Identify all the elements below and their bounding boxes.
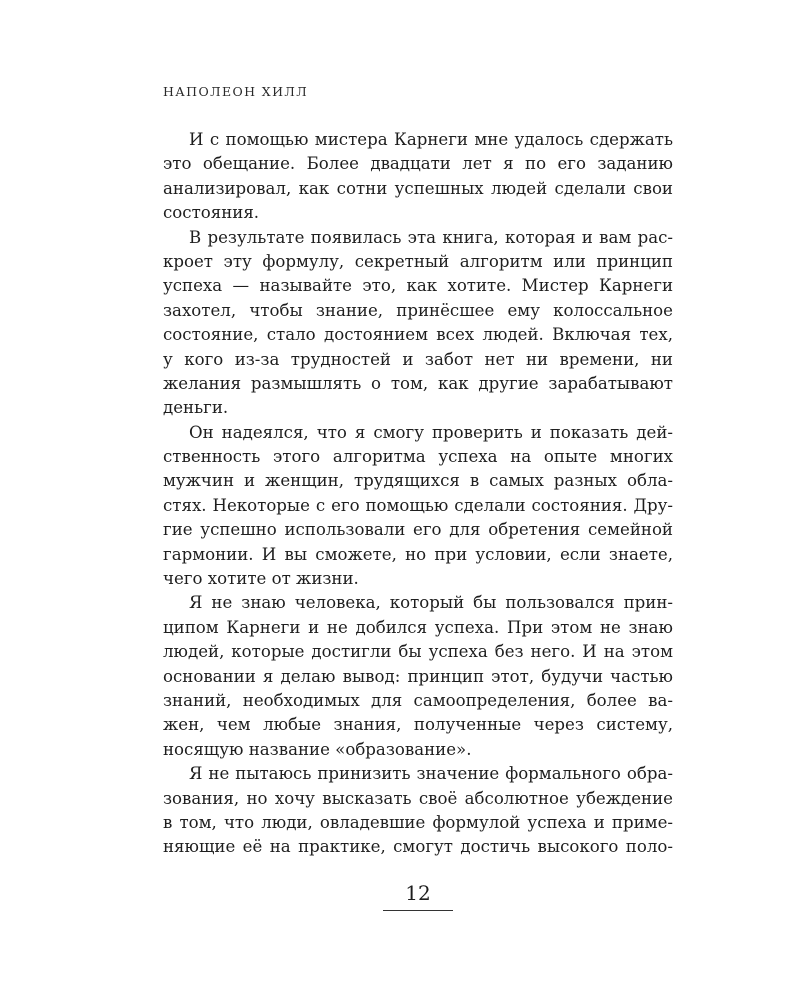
paragraph bbox=[163, 128, 673, 226]
paragraph bbox=[163, 421, 673, 592]
text-line: у кого из-за трудностей и забот нет ни времени, ни bbox=[163, 349, 673, 369]
text-line: состояния. bbox=[163, 203, 260, 223]
text-line: И с помощью мистера Карнеги мне удалось сдержать bbox=[189, 130, 673, 149]
text-line: ственность этого алгоритма успеха на опыте многих bbox=[163, 447, 673, 467]
text-line: основании я делаю вывод: принцип этот, будучи частью bbox=[163, 666, 673, 686]
paragraph bbox=[163, 591, 673, 762]
text-line: это обещание. Более двадцати лет я по его заданию bbox=[163, 154, 673, 174]
text-line: в том, что люди, овладевшие формулой успеха и приме- bbox=[163, 812, 673, 832]
text-line: жен, чем любые знания, полученные через систему, bbox=[163, 715, 673, 735]
text-line: ципом Карнеги и не добился успеха. При этом не знаю bbox=[163, 617, 673, 637]
text-line: Он надеялся, что я смогу проверить и показать дей- bbox=[189, 422, 673, 442]
text-line: В результате появилась эта книга, которая и вам рас- bbox=[189, 227, 673, 247]
text-line: чего хотите от жизни. bbox=[163, 569, 359, 589]
text-line: гармонии. И вы сможете, но при условии, если знаете, bbox=[163, 544, 673, 564]
text-line: людей, которые достигли бы успеха без него. И на этом bbox=[163, 642, 673, 662]
text-line: зования, но хочу высказать своё абсолютное убеждение bbox=[163, 788, 673, 808]
page-number: 12 bbox=[405, 881, 431, 905]
text-line: захотел, чтобы знание, принёсшее ему колоссальное bbox=[163, 300, 673, 320]
text-line: анализировал, как сотни успешных людей сделали свои bbox=[163, 178, 673, 198]
paragraph bbox=[163, 762, 673, 860]
text-line: знаний, необходимых для самоопределения, более ва- bbox=[163, 690, 673, 710]
page-number-rule bbox=[383, 910, 453, 911]
text-line: желания размышлять о том, как другие зарабатывают bbox=[163, 373, 673, 393]
text-line: состояние, стало достоянием всех людей. Включая тех, bbox=[163, 325, 673, 345]
text-line: кроет эту формулу, секретный алгоритм или принцип bbox=[163, 251, 673, 271]
text-line: няющие её на практике, смогут достичь высокого поло- bbox=[163, 837, 673, 857]
text-line: мужчин и женщин, трудящихся в самых разных обла- bbox=[163, 471, 673, 491]
text-line: носящую название «образование». bbox=[163, 739, 472, 759]
text-line: гие успешно использовали его для обретения семейной bbox=[163, 520, 673, 540]
body-text bbox=[163, 128, 673, 860]
text-line: успеха — называйте это, как хотите. Мистер Карнеги bbox=[163, 276, 673, 296]
paragraph bbox=[163, 226, 673, 421]
text-line: стях. Некоторые с его помощью сделали состояния. Дру- bbox=[163, 495, 673, 515]
text-line: деньги. bbox=[163, 398, 229, 418]
text-line: Я не пытаюсь принизить значение формального обра- bbox=[189, 764, 673, 784]
text-line: Я не знаю человека, который бы пользовался прин- bbox=[189, 593, 673, 613]
running-head: НАПОЛЕОН ХИЛЛ bbox=[163, 84, 309, 99]
